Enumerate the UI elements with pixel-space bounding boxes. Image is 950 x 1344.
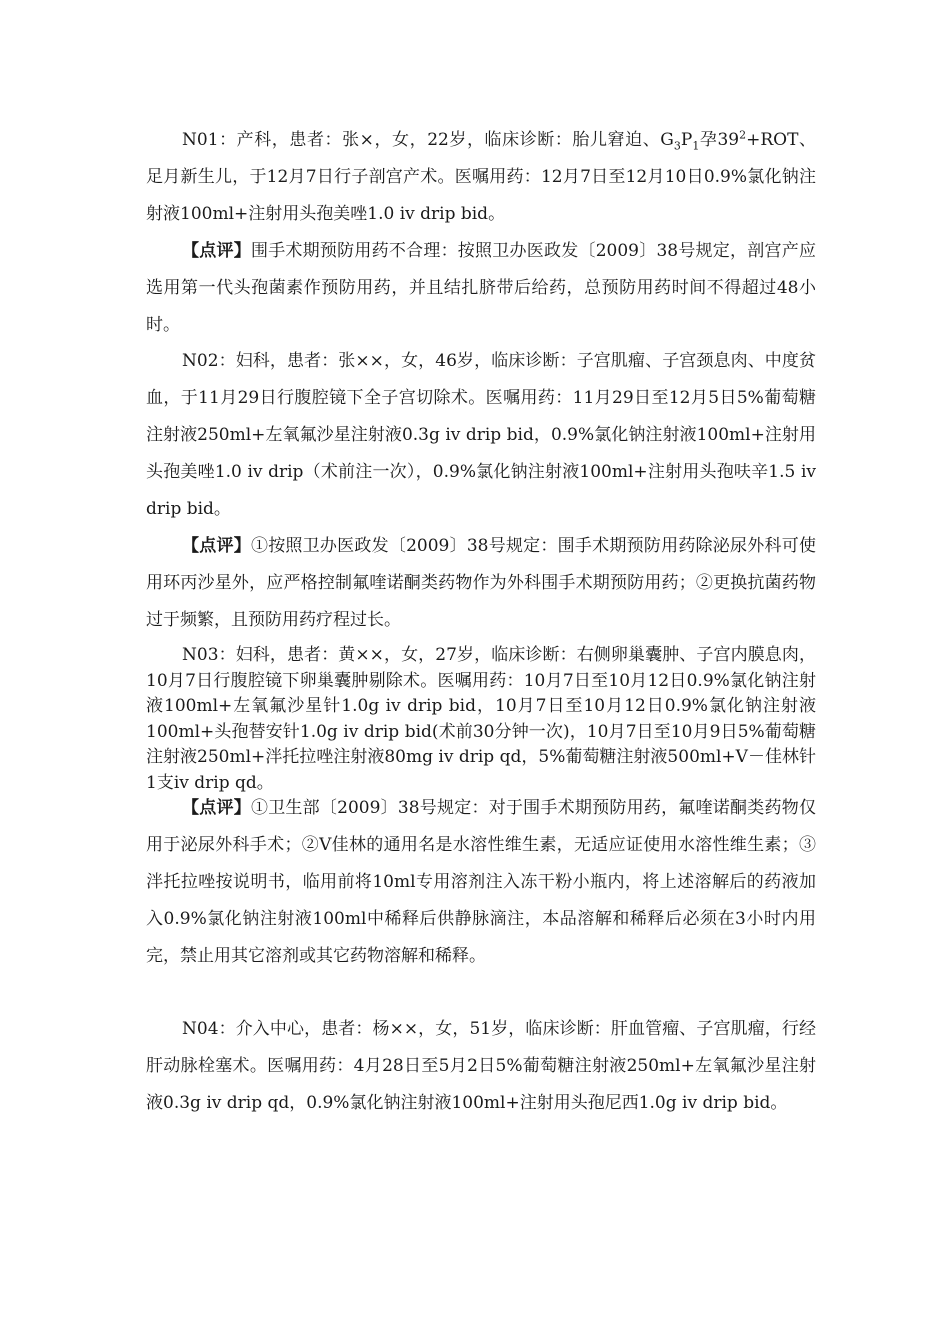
case-n01-block (146, 122, 816, 344)
case-n03-text: N03：妇科，患者：黄××，女，27岁，临床诊断：右侧卵巢囊肿、子宫内膜息肉，10月7日行腹腔镜下卵巢囊肿剔除术。医嘱用药：10月7日至10月12日0.9%氯化钠注射液100ml+左氧氟沙星针1.0g iv drip bid，10月7日至10月12日0.9%氯化钠注射液100ml+头孢替安针1.0g iv drip bid(术前30分钟一次)，10月7日至10月9日5%葡萄糖注射液250ml+泮托拉唑注射液80mg iv drip qd，5%葡萄糖注射液500ml+V－佳林针1支iv drip qd。 (146, 645, 816, 793)
case-n03-block (146, 643, 816, 796)
case-n03-review-block (146, 790, 816, 975)
case-n02-text: N02：妇科，患者：张××，女，46岁，临床诊断：子宫肌瘤、子宫颈息肉、中度贫血，于11月29日行腹腔镜下全子宫切除术。医嘱用药：11月29日至12月5日5%葡萄糖注射液250ml+左氧氟沙星注射液0.3g iv drip bid，0.9%氯化钠注射液100ml+注射用头孢美唑1.0 iv drip（术前注一次），0.9%氯化钠注射液100ml+注射用头孢呋辛1.5 iv drip bid。 (146, 351, 816, 519)
review-n02: 【点评】①按照卫办医政发〔2009〕38号规定：围手术期预防用药除泌尿外科可使用环丙沙星外，应严格控制氟喹诺酮类药物作为外科围手术期预防用药；②更换抗菌药物过于频繁，且预防用药疗程过长。 (146, 536, 816, 630)
review-label: 【点评】 (182, 241, 251, 261)
review-label: 【点评】 (182, 798, 251, 818)
case-n04-text: N04：介入中心，患者：杨××，女，51岁，临床诊断：肝血管瘤、子宫肌瘤，行经肝动脉栓塞术。医嘱用药：4月28日至5月2日5%葡萄糖注射液250ml+左氧氟沙星注射液0.3g iv drip qd，0.9%氯化钠注射液100ml+注射用头孢尼西1.0g iv drip bid。 (146, 1019, 816, 1113)
review-n03: 【点评】①卫生部〔2009〕38号规定：对于围手术期预防用药，氟喹诺酮类药物仅用于泌尿外科手术；②V佳林的通用名是水溶性维生素，无适应证使用水溶性维生素；③泮托拉唑按说明书，临用前将10ml专用溶剂注入冻干粉小瓶内，将上述溶解后的药液加入0.9%氯化钠注射液100ml中稀释后供静脉滴注，本品溶解和稀释后必须在3小时内用完，禁止用其它溶剂或其它药物溶解和稀释。 (146, 798, 816, 966)
case-n02-block (146, 343, 816, 639)
review-label: 【点评】 (182, 536, 251, 556)
case-n01-text: N01：产科，患者：张×，女，22岁，临床诊断：胎儿窘迫、$G_3P_1$孕$39^2+ROT$、足月新生儿，于12月7日行子剖宫产术。医嘱用药：12月7日至12月10日0.9%氯化钠注射液100ml+注射用头孢美唑1.0 iv drip bid。 (146, 128, 816, 224)
review-n01: 【点评】围手术期预防用药不合理：按照卫办医政发〔2009〕38号规定，剖宫产应选用第一代头孢菌素作预防用药，并且结扎脐带后给药，总预防用药时间不得超过48小时。 (146, 241, 816, 335)
case-n04-block (146, 1011, 816, 1122)
